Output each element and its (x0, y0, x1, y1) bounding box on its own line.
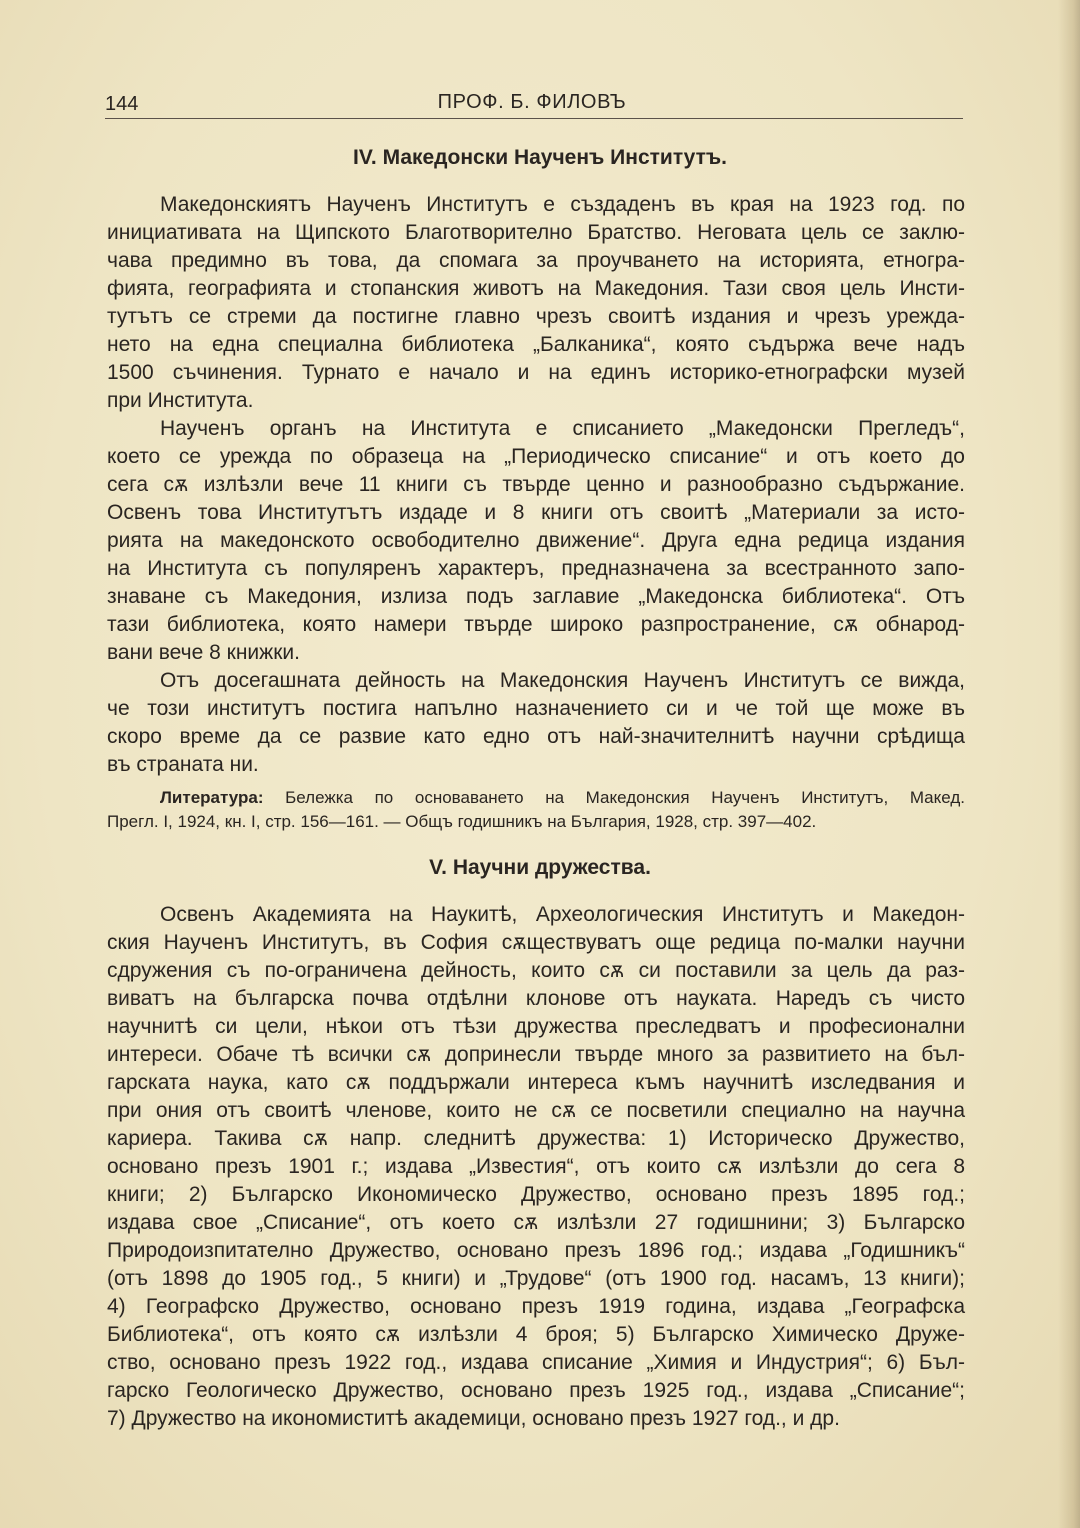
text-line: въ страната ни. (107, 753, 259, 776)
paragraph (107, 191, 965, 415)
text-line: чава предимно въ това, да спомага за проучването на историята, етногра- (107, 249, 965, 272)
running-title: ПРОФ. Б. ФИЛОВЪ (437, 91, 627, 113)
text-line: основано презъ 1901 г.; издава „Известия“, отъ които сѫ излѣзли до сега 8 (107, 1155, 965, 1178)
section-iv-body (107, 191, 965, 779)
text-line: 7) Дружество на икономиститѣ академици, основано презъ 1927 год., и др. (107, 1407, 840, 1430)
text-line: научнитѣ си цели, нѣкои отъ тѣзи дружества преследватъ и професионални (107, 1015, 965, 1038)
section-heading-iv: IV. Македонски Наученъ Институтъ. (352, 146, 728, 169)
text-line: гарската наука, като сѫ поддържали интереса къмъ научнитѣ изследвания и (107, 1071, 965, 1094)
text-line: Природоизпитателно Дружество, основано презъ 1896 год.; издава „Годишникъ“ (107, 1239, 965, 1262)
text-line: че този институтъ постига напълно назначението си и че той ще може въ (107, 697, 965, 720)
section-v-body (107, 901, 965, 1433)
text-line: тази библиотека, която намери твърде широко разпространение, сѫ обнарод- (107, 613, 965, 636)
text-line: кариера. Такива сѫ напр. следнитѣ дружества: 1) Историческо Дружество, (107, 1127, 965, 1150)
text-line: ския Наученъ Институтъ, въ София сѫществуватъ още редица по-малки научни (107, 931, 965, 954)
page-edge-shadow (1058, 0, 1080, 1528)
text-line: Отъ досегашната дейность на Македонския Наученъ Институтъ се вижда, (160, 669, 965, 692)
text-line: Наученъ органъ на Института е списанието „Македонски Прегледъ“, (160, 417, 965, 440)
text-line: 4) Географско Дружество, основано презъ 1919 година, издава „Географска (107, 1295, 965, 1318)
text-line: (отъ 1898 до 1905 год., 5 книги) и „Трудове“ (отъ 1900 год. насамъ, 13 книги); (107, 1267, 965, 1290)
paragraph (107, 901, 965, 1433)
text-line: сега сѫ излѣзли вече 11 книги съ твърде ценно и разнообразно съдържание. (107, 473, 965, 496)
text-line: рията на македонското освободително движение“. Друга една редица издания (107, 529, 965, 552)
literature-note (107, 786, 965, 834)
text-line: фията, географията и стопанския животъ на Македония. Тази своя цель Инсти- (107, 277, 965, 300)
section-heading-v: V. Научни дружества. (429, 856, 651, 879)
text-line: 1500 съчинения. Турнато е начало и на единъ историко-етнографски музей (107, 361, 965, 384)
literature-label: Литература: (160, 788, 264, 807)
text-line: Библиотека“, отъ която сѫ излѣзли 4 броя; 5) Българско Химическо Друже- (107, 1323, 965, 1346)
literature-line (107, 786, 965, 810)
text-line: при Института. (107, 389, 254, 412)
text-line: гарско Геологическо Дружество, основано презъ 1925 год., издава „Списание“; (107, 1379, 965, 1402)
paragraph (107, 667, 965, 779)
page-number: 144 (105, 93, 139, 115)
literature-text: Бележка по основаването на Македонския Наученъ Институтъ, Макед. (285, 788, 965, 807)
header-rule (105, 118, 963, 119)
text-line: скоро време да се развие като едно отъ най-значителнитѣ научни срѣдища (107, 725, 965, 748)
text-line: сдружения съ по-ограничена дейность, които сѫ си поставили за цель да раз- (107, 959, 965, 982)
text-line: издава свое „Списание“, отъ което сѫ излѣзли 27 годишнини; 3) Българско (107, 1211, 965, 1234)
text-line: тутътъ се стреми да постигне главно чрезъ своитѣ издания и чрезъ урежда- (107, 305, 965, 328)
text-line: книги; 2) Българско Икономическо Дружество, основано презъ 1895 год.; (107, 1183, 965, 1206)
text-line: интереси. Обаче тѣ всички сѫ допринесли твърде много за развитието на бъл- (107, 1043, 965, 1066)
text-line: при ония отъ своитѣ членове, които не сѫ се посветили специално на научна (107, 1099, 965, 1122)
text-line: на Института съ популяренъ характеръ, предназначена за всестранното запо- (107, 557, 965, 580)
paragraph (107, 415, 965, 667)
text-line: нето на една специална библиотека „Балканика“, която съдържа вече надъ (107, 333, 965, 356)
text-line: знаване съ Македония, излиза подъ заглавие „Македонска библиотека“. Отъ (107, 585, 965, 608)
text-line: Македонскиятъ Наученъ Институтъ е създаденъ въ края на 1923 год. по (160, 193, 965, 216)
text-line: вани вече 8 книжки. (107, 641, 300, 664)
text-line: което се урежда по образеца на „Периодическо списание“ и отъ което до (107, 445, 965, 468)
text-line: виватъ на българска почва отдѣлни клонове отъ науката. Наредъ съ чисто (107, 987, 965, 1010)
literature-line: Прегл. I, 1924, кн. I, стр. 156—161. — Общъ годишникъ на България, 1928, стр. 397—402. (107, 812, 817, 831)
text-line: Освенъ Академията на Наукитѣ, Археологическия Институтъ и Македон- (160, 903, 965, 926)
text-line: Освенъ това Институтътъ издаде и 8 книги отъ своитѣ „Материали за исто- (107, 501, 965, 524)
text-line: ство, основано презъ 1922 год., издава списание „Химия и Индустрия“; 6) Бъл- (107, 1351, 965, 1374)
text-line: инициативата на Щипското Благотворително Братство. Неговата цель се заклю- (107, 221, 965, 244)
